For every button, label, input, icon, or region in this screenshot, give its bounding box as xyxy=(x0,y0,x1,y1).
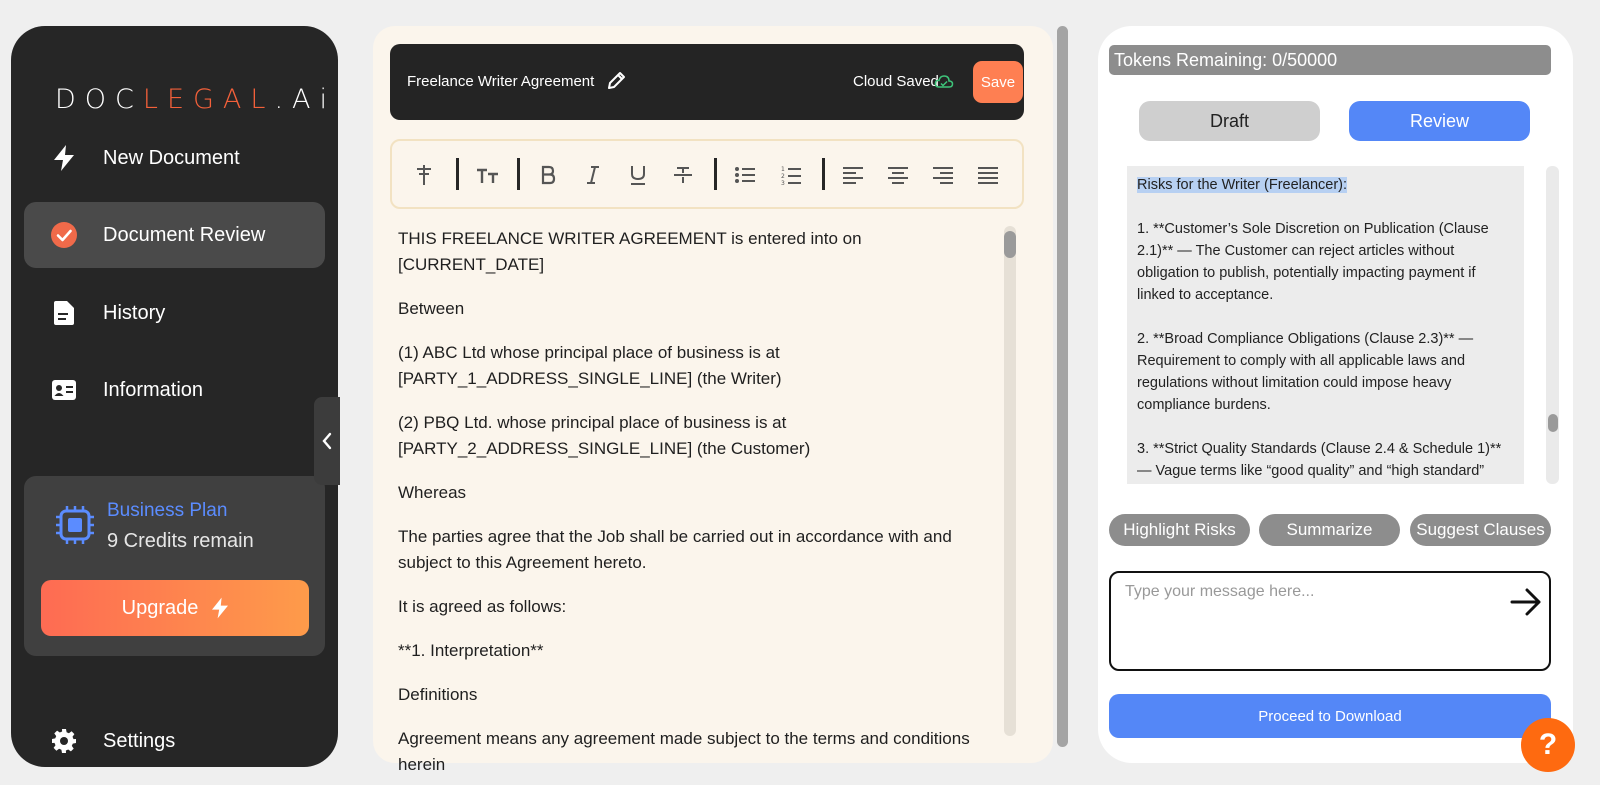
sidebar-item-settings[interactable] xyxy=(24,708,325,774)
document-paragraph: It is agreed as follows: xyxy=(398,597,567,616)
highlight-risks-button[interactable]: Highlight Risks xyxy=(1109,514,1250,546)
document-paragraph: Whereas xyxy=(398,483,467,502)
chevron-left-icon xyxy=(322,433,332,449)
review-item: 1. **Customer’s Sole Discretion on Publication (Clause 2.1)** — The Customer can reject articles without obligation to publish, potentially impacting payment if linked to acceptance. xyxy=(1137,221,1489,303)
cloud-status: Cloud Saved xyxy=(853,73,939,90)
sidebar-item-history[interactable] xyxy=(24,280,325,346)
logo[interactable] xyxy=(55,84,336,115)
upgrade-label: Upgrade xyxy=(121,596,199,619)
document-paragraph: Definitions xyxy=(398,685,478,704)
align-center-icon[interactable] xyxy=(884,161,912,189)
help-button[interactable] xyxy=(1521,718,1575,772)
bolt-icon xyxy=(51,145,77,171)
align-justify-icon[interactable] xyxy=(974,161,1002,189)
paragraph-format-icon[interactable] xyxy=(410,161,438,189)
send-arrow-icon[interactable] xyxy=(1507,583,1545,621)
id-card-icon xyxy=(51,377,77,403)
document-paragraph: (1) ABC Ltd whose principal place of business is at [PARTY_1_ADDRESS_SINGLE_LINE] (the Writer) xyxy=(398,343,782,388)
strikethrough-icon[interactable] xyxy=(669,161,697,189)
gear-icon xyxy=(51,728,77,754)
logo-text-doc: DOC xyxy=(55,84,143,115)
proceed-to-download-button[interactable]: Proceed to Download xyxy=(1109,694,1551,738)
tokens-remaining: Tokens Remaining: 0/50000 xyxy=(1109,45,1551,75)
document-paragraph: Between xyxy=(398,299,465,318)
sidebar-item-label: New Document xyxy=(103,146,240,169)
review-heading: Risks for the Writer (Freelancer): xyxy=(1137,177,1348,193)
svg-text:3: 3 xyxy=(781,180,785,187)
align-left-icon[interactable] xyxy=(839,161,867,189)
sidebar-item-document-review[interactable] xyxy=(24,202,325,268)
summarize-button[interactable]: Summarize xyxy=(1259,514,1400,546)
toolbar-divider xyxy=(517,158,520,190)
italic-icon[interactable] xyxy=(579,161,607,189)
document-paragraph: (2) PBQ Ltd. whose principal place of business is at [PARTY_2_ADDRESS_SINGLE_LINE] (the Customer) xyxy=(398,413,811,458)
question-mark-icon: ? xyxy=(1538,728,1558,761)
tab-draft[interactable]: Draft xyxy=(1139,101,1320,141)
save-button[interactable]: Save xyxy=(973,61,1023,103)
bold-icon[interactable] xyxy=(534,161,562,189)
editor-panel-scrollbar[interactable] xyxy=(1057,26,1068,747)
document-icon xyxy=(51,300,77,326)
numbered-list-icon[interactable] xyxy=(777,161,805,189)
toolbar-divider xyxy=(456,158,459,190)
settings-label: Settings xyxy=(103,729,176,752)
document-scrollbar-thumb[interactable] xyxy=(1004,231,1016,258)
document-body[interactable] xyxy=(398,226,998,774)
document-editor xyxy=(373,26,1053,774)
sidebar-item-label: Document Review xyxy=(103,223,266,246)
svg-text:2: 2 xyxy=(781,173,785,180)
document-title[interactable]: Freelance Writer Agreement xyxy=(407,73,595,90)
check-circle-icon xyxy=(51,222,77,248)
plan-credits: 9 Credits remain xyxy=(107,530,254,552)
ai-assistant-panel xyxy=(1098,26,1573,763)
bolt-icon xyxy=(212,597,228,619)
logo-text-ai: .Ai xyxy=(274,84,337,115)
sidebar-item-label: Information xyxy=(103,378,204,401)
toolbar-divider xyxy=(714,158,717,190)
plan-name: Business Plan xyxy=(107,500,228,521)
bulleted-list-icon[interactable] xyxy=(731,161,759,189)
toolbar-divider xyxy=(822,158,825,190)
review-scrollbar[interactable] xyxy=(1546,166,1559,484)
review-item: 2. **Broad Compliance Obligations (Clause 2.3)** — Requirement to comply with all applicable laws and regulations without limitation could impose heavy compliance burdens. xyxy=(1137,331,1474,413)
suggest-clauses-button[interactable]: Suggest Clauses xyxy=(1410,514,1551,546)
text-size-icon[interactable] xyxy=(474,161,502,189)
sidebar xyxy=(11,26,338,767)
sidebar-item-new-document[interactable] xyxy=(24,125,325,191)
chip-icon xyxy=(54,504,96,551)
document-scrollbar[interactable] xyxy=(1004,226,1016,736)
review-scrollbar-thumb[interactable] xyxy=(1548,414,1558,432)
formatting-toolbar xyxy=(390,139,1024,209)
review-item: 3. **Strict Quality Standards (Clause 2.4 & Schedule 1)** — Vague terms like “good quality” and “high standard” xyxy=(1137,441,1502,479)
underline-icon[interactable] xyxy=(624,161,652,189)
chat-input-box xyxy=(1109,571,1551,671)
plan-card xyxy=(24,476,325,656)
document-header xyxy=(390,44,1024,120)
logo-text-legal: LEGAL xyxy=(142,84,275,115)
message-input[interactable] xyxy=(1125,583,1495,663)
align-right-icon[interactable] xyxy=(929,161,957,189)
svg-text:1: 1 xyxy=(781,166,785,173)
upgrade-button[interactable] xyxy=(41,580,309,636)
cloud-check-icon xyxy=(935,74,953,95)
document-paragraph: **1. Interpretation** xyxy=(398,641,544,660)
document-paragraph: THIS FREELANCE WRITER AGREEMENT is entered into on [CURRENT_DATE] xyxy=(398,229,862,274)
sidebar-item-information[interactable] xyxy=(24,357,325,423)
tab-review[interactable]: Review xyxy=(1349,101,1530,141)
review-output[interactable] xyxy=(1127,166,1524,484)
collapse-sidebar-button[interactable] xyxy=(314,397,340,485)
document-paragraph: Agreement means any agreement made subject to the terms and conditions herein xyxy=(398,729,970,774)
document-paragraph: The parties agree that the Job shall be carried out in accordance with and subject to this Agreement hereto. xyxy=(398,527,952,572)
pencil-icon[interactable] xyxy=(606,71,626,96)
sidebar-item-label: History xyxy=(103,301,166,324)
